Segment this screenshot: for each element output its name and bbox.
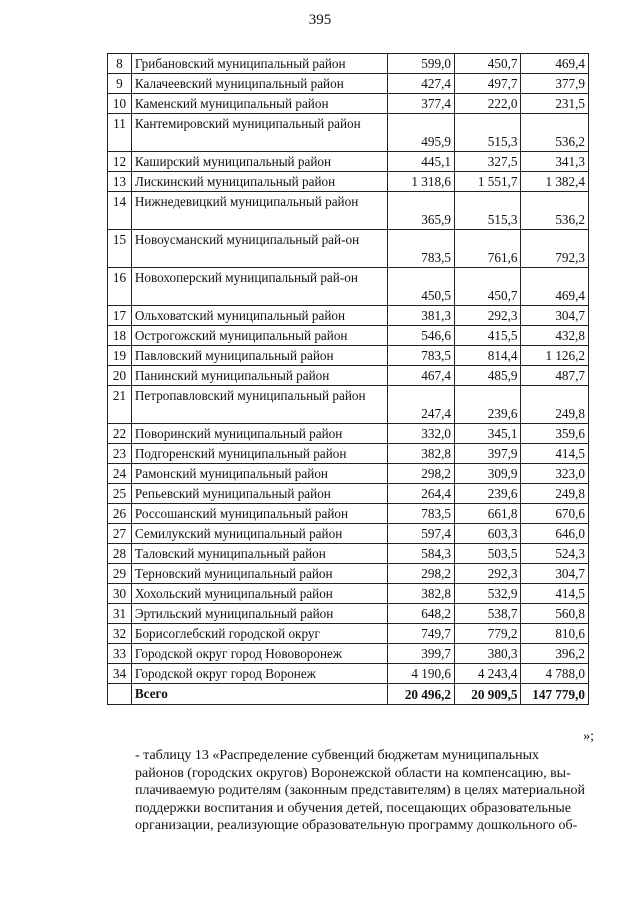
value-col-2: 779,2 (454, 624, 520, 644)
value-col-3: 414,5 (521, 444, 589, 464)
district-name: Новоусманский муниципальный рай-он (131, 230, 388, 268)
row-number: 32 (108, 624, 132, 644)
value-col-3: 670,6 (521, 504, 589, 524)
paragraph-line: районов (городских округов) Воронежской области на компенсацию, вы- (135, 765, 571, 781)
row-number: 12 (108, 152, 132, 172)
value-col-2: 503,5 (454, 544, 520, 564)
value-col-2: 485,9 (454, 366, 520, 386)
district-name: Рамонский муниципальный район (131, 464, 388, 484)
value-col-1: 247,4 (388, 386, 454, 424)
value-col-2: 497,7 (454, 74, 520, 94)
paragraph-line: плачиваемую родителям (законным представителям) в целях материальной (135, 783, 586, 798)
row-number: 30 (108, 584, 132, 604)
row-number: 24 (108, 464, 132, 484)
value-col-2: 292,3 (454, 306, 520, 326)
table-row (108, 386, 589, 424)
table-row (108, 644, 589, 664)
table-row (108, 326, 589, 346)
value-col-3: 536,2 (521, 192, 589, 230)
value-col-3: 432,8 (521, 326, 589, 346)
paragraph-line: поддержки воспитания и обучения детей, посещающих образовательные (135, 800, 571, 816)
table-row (108, 192, 589, 230)
row-number: 23 (108, 444, 132, 464)
total-row-number (108, 684, 132, 705)
value-col-1: 298,2 (388, 464, 454, 484)
value-col-3: 810,6 (521, 624, 589, 644)
row-number: 17 (108, 306, 132, 326)
value-col-1: 450,5 (388, 268, 454, 306)
value-col-2: 761,6 (454, 230, 520, 268)
district-name: Петропавловский муниципальный район (131, 386, 388, 424)
row-number: 9 (108, 74, 132, 94)
district-name: Каширский муниципальный район (131, 152, 388, 172)
table-row (108, 544, 589, 564)
row-number: 27 (108, 524, 132, 544)
value-col-2: 415,5 (454, 326, 520, 346)
total-col-3: 147 779,0 (521, 684, 589, 705)
district-name: Россошанский муниципальный район (131, 504, 388, 524)
district-name: Городской округ город Нововоронеж (131, 644, 388, 664)
district-name: Лискинский муниципальный район (131, 172, 388, 192)
value-col-1: 264,4 (388, 484, 454, 504)
row-number: 8 (108, 54, 132, 74)
table-row (108, 114, 589, 152)
value-col-2: 239,6 (454, 484, 520, 504)
value-col-2: 450,7 (454, 54, 520, 74)
value-col-1: 382,8 (388, 584, 454, 604)
value-col-1: 783,5 (388, 346, 454, 366)
value-col-3: 359,6 (521, 424, 589, 444)
district-name: Поворинский муниципальный район (131, 424, 388, 444)
value-col-1: 399,7 (388, 644, 454, 664)
table-row (108, 172, 589, 192)
value-col-1: 648,2 (388, 604, 454, 624)
value-col-3: 231,5 (521, 94, 589, 114)
value-col-1: 377,4 (388, 94, 454, 114)
district-name: Калачеевский муниципальный район (131, 74, 388, 94)
district-name: Новохоперский муниципальный рай-он (131, 268, 388, 306)
value-col-1: 597,4 (388, 524, 454, 544)
row-number: 16 (108, 268, 132, 306)
total-col-1: 20 496,2 (388, 684, 454, 705)
district-name: Нижнедевицкий муниципальный район (131, 192, 388, 230)
table-row (108, 484, 589, 504)
value-col-1: 1 318,6 (388, 172, 454, 192)
district-name: Хохольский муниципальный район (131, 584, 388, 604)
value-col-2: 450,7 (454, 268, 520, 306)
district-name: Городской округ город Воронеж (131, 664, 388, 684)
district-name: Панинский муниципальный район (131, 366, 388, 386)
table-row (108, 464, 589, 484)
table-row (108, 346, 589, 366)
value-col-3: 560,8 (521, 604, 589, 624)
table-row (108, 604, 589, 624)
table-row (108, 306, 589, 326)
value-col-2: 345,1 (454, 424, 520, 444)
value-col-2: 515,3 (454, 114, 520, 152)
value-col-2: 222,0 (454, 94, 520, 114)
district-name: Кантемировский муниципальный район (131, 114, 388, 152)
row-number: 14 (108, 192, 132, 230)
value-col-3: 487,7 (521, 366, 589, 386)
value-col-2: 661,8 (454, 504, 520, 524)
paragraph-line: - таблицу 13 «Распределение субвенций бюджетам муниципальных (135, 748, 540, 763)
value-col-3: 249,8 (521, 386, 589, 424)
row-number: 25 (108, 484, 132, 504)
value-col-3: 4 788,0 (521, 664, 589, 684)
district-name: Терновский муниципальный район (131, 564, 388, 584)
district-name: Каменский муниципальный район (131, 94, 388, 114)
value-col-2: 397,9 (454, 444, 520, 464)
table-row (108, 524, 589, 544)
district-name: Репьевский муниципальный район (131, 484, 388, 504)
value-col-3: 1 382,4 (521, 172, 589, 192)
value-col-1: 467,4 (388, 366, 454, 386)
value-col-1: 783,5 (388, 230, 454, 268)
row-number: 13 (108, 172, 132, 192)
row-number: 29 (108, 564, 132, 584)
district-name: Таловский муниципальный район (131, 544, 388, 564)
table-row (108, 444, 589, 464)
total-label: Всего (131, 684, 388, 705)
value-col-2: 814,4 (454, 346, 520, 366)
value-col-3: 396,2 (521, 644, 589, 664)
value-col-3: 249,8 (521, 484, 589, 504)
value-col-3: 323,0 (521, 464, 589, 484)
value-col-1: 495,9 (388, 114, 454, 152)
value-col-1: 546,6 (388, 326, 454, 346)
value-col-2: 603,3 (454, 524, 520, 544)
page-number: 395 (308, 12, 332, 28)
row-number: 10 (108, 94, 132, 114)
value-col-3: 469,4 (521, 54, 589, 74)
value-col-2: 532,9 (454, 584, 520, 604)
value-col-2: 538,7 (454, 604, 520, 624)
total-row (108, 684, 589, 705)
row-number: 22 (108, 424, 132, 444)
row-number: 26 (108, 504, 132, 524)
value-col-1: 427,4 (388, 74, 454, 94)
district-name: Павловский муниципальный район (131, 346, 388, 366)
value-col-1: 783,5 (388, 504, 454, 524)
row-number: 18 (108, 326, 132, 346)
value-col-1: 298,2 (388, 564, 454, 584)
value-col-1: 749,7 (388, 624, 454, 644)
row-number: 21 (108, 386, 132, 424)
row-number: 19 (108, 346, 132, 366)
value-col-1: 382,8 (388, 444, 454, 464)
value-col-1: 332,0 (388, 424, 454, 444)
value-col-3: 1 126,2 (521, 346, 589, 366)
table-row (108, 152, 589, 172)
value-col-2: 292,3 (454, 564, 520, 584)
value-col-2: 4 243,4 (454, 664, 520, 684)
paragraph-line: организации, реализующие образовательную программу дошкольного об- (135, 818, 578, 833)
row-number: 20 (108, 366, 132, 386)
value-col-2: 380,3 (454, 644, 520, 664)
value-col-1: 4 190,6 (388, 664, 454, 684)
table-row (108, 504, 589, 524)
table-row (108, 366, 589, 386)
district-name: Острогожский муниципальный район (131, 326, 388, 346)
value-col-3: 341,3 (521, 152, 589, 172)
value-col-1: 365,9 (388, 192, 454, 230)
value-col-2: 309,9 (454, 464, 520, 484)
subvention-table (107, 53, 589, 705)
closing-quote: »; (583, 729, 594, 744)
row-number: 31 (108, 604, 132, 624)
value-col-1: 445,1 (388, 152, 454, 172)
row-number: 11 (108, 114, 132, 152)
value-col-2: 1 551,7 (454, 172, 520, 192)
value-col-3: 377,9 (521, 74, 589, 94)
value-col-1: 381,3 (388, 306, 454, 326)
table-row (108, 424, 589, 444)
district-name: Семилукский муниципальный район (131, 524, 388, 544)
row-number: 33 (108, 644, 132, 664)
district-name: Ольховатский муниципальный район (131, 306, 388, 326)
value-col-1: 584,3 (388, 544, 454, 564)
table-row (108, 268, 589, 306)
value-col-2: 239,6 (454, 386, 520, 424)
value-col-3: 792,3 (521, 230, 589, 268)
value-col-3: 646,0 (521, 524, 589, 544)
value-col-2: 515,3 (454, 192, 520, 230)
table-row (108, 74, 589, 94)
district-name: Борисоглебский городской округ (131, 624, 388, 644)
value-col-3: 304,7 (521, 306, 589, 326)
value-col-3: 536,2 (521, 114, 589, 152)
value-col-3: 304,7 (521, 564, 589, 584)
district-name: Грибановский муниципальный район (131, 54, 388, 74)
value-col-2: 327,5 (454, 152, 520, 172)
table-row (108, 94, 589, 114)
value-col-3: 414,5 (521, 584, 589, 604)
row-number: 28 (108, 544, 132, 564)
row-number: 15 (108, 230, 132, 268)
row-number: 34 (108, 664, 132, 684)
district-name: Подгоренский муниципальный район (131, 444, 388, 464)
body-paragraph (117, 747, 589, 835)
table-row (108, 664, 589, 684)
district-name: Эртильский муниципальный район (131, 604, 388, 624)
value-col-1: 599,0 (388, 54, 454, 74)
table-row (108, 624, 589, 644)
table-row (108, 54, 589, 74)
total-col-2: 20 909,5 (454, 684, 520, 705)
table-row (108, 564, 589, 584)
table-row (108, 584, 589, 604)
value-col-3: 524,3 (521, 544, 589, 564)
value-col-3: 469,4 (521, 268, 589, 306)
table-row (108, 230, 589, 268)
